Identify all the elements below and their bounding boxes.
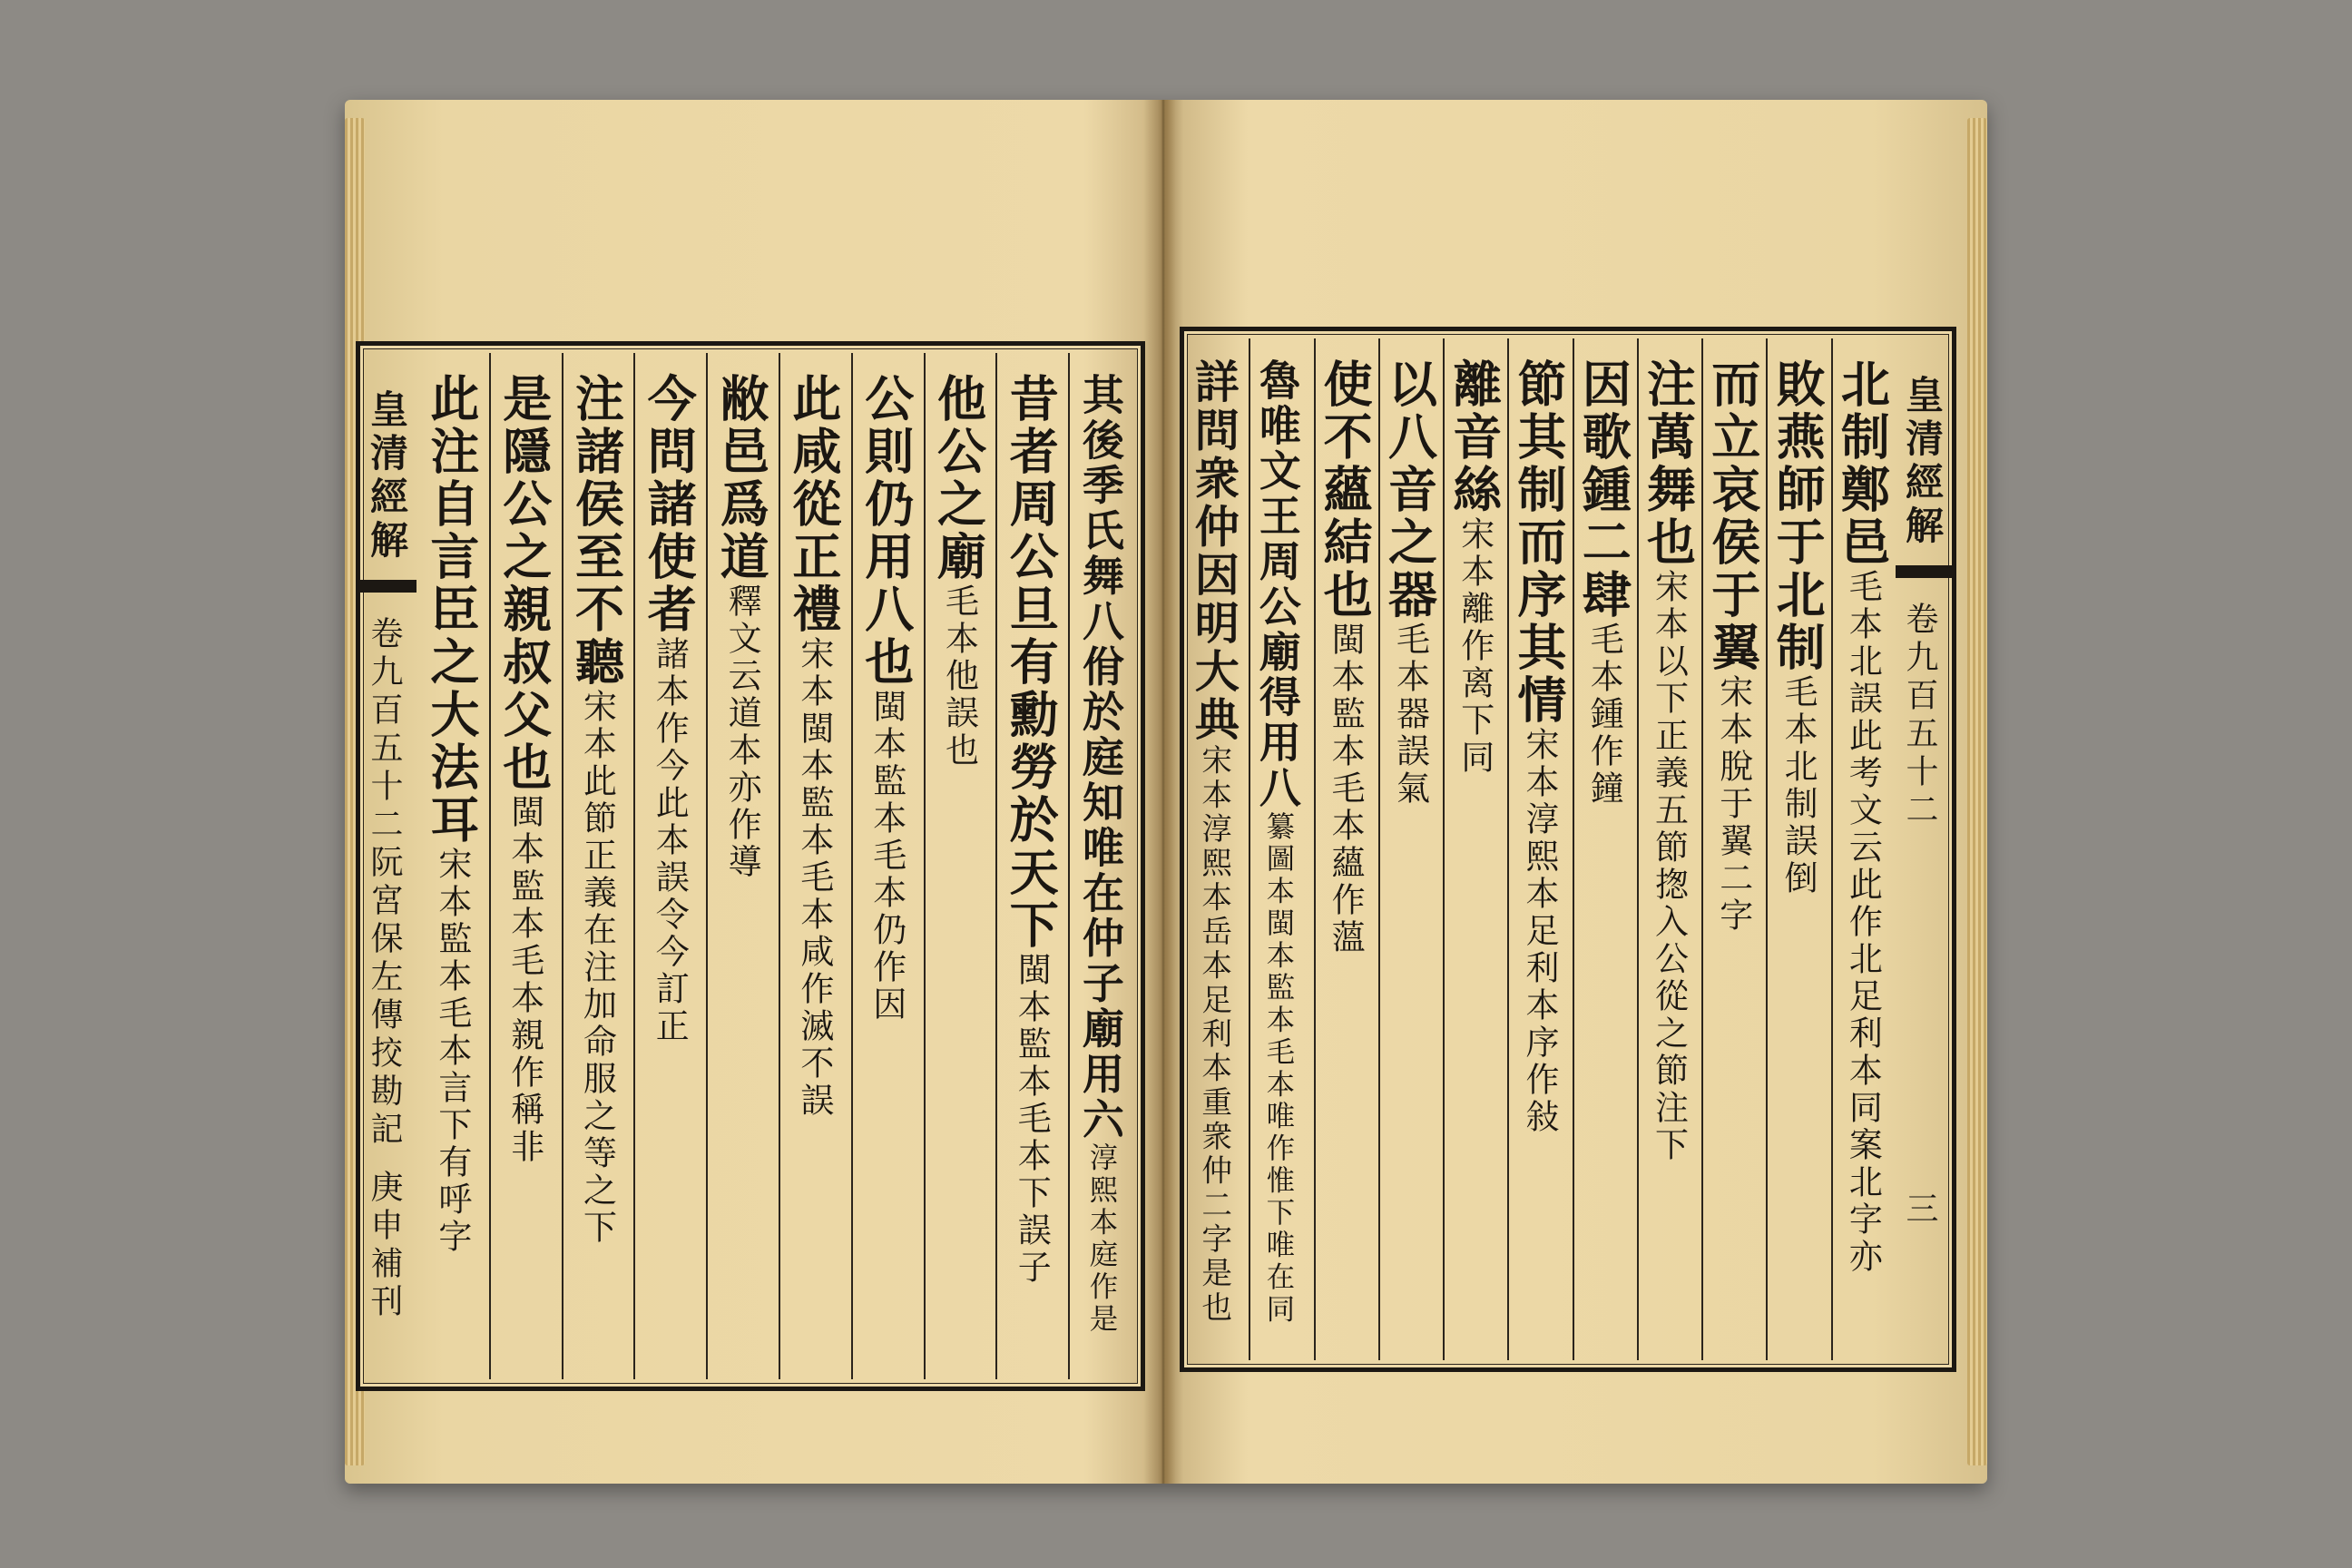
right-banner-title: 皇清經解 [1900, 375, 1945, 549]
right_page-column [1573, 338, 1639, 1360]
column-text [1574, 358, 1633, 808]
main-text: 離音絲 [1445, 358, 1504, 516]
commentary-note: 宋本監本毛本言下有呼字 [432, 847, 472, 1256]
left_page-column [633, 353, 708, 1379]
column-text [1833, 358, 1892, 1276]
right_page-column [1314, 338, 1380, 1360]
column-text [640, 373, 699, 1045]
main-text: 公則仍用八也 [857, 373, 916, 689]
commentary-note: 宋本淳熙本岳本足利本重衆仲二字是也 [1196, 744, 1232, 1326]
commentary-note: 宋本以下正義五節揔入公從之節注下 [1649, 569, 1689, 1164]
right_page-column [1701, 338, 1768, 1360]
commentary-note: 閩本監本毛本親作稱非 [505, 794, 544, 1166]
commentary-note: 閩本監本毛本仍作因 [867, 689, 906, 1024]
column-text [1252, 358, 1302, 1327]
left-page-banner [360, 353, 416, 1379]
commentary-note: 宋本脫于翼二字 [1713, 674, 1753, 935]
main-text: 是隱公之親叔父也 [495, 373, 554, 794]
main-text: 敗燕師于北制 [1769, 358, 1828, 674]
right_page-column [1184, 338, 1250, 1360]
left_page-column [779, 353, 853, 1379]
fishtail-mark [360, 580, 416, 593]
column-text [495, 373, 554, 1166]
column-text [929, 373, 988, 769]
left_page-column [489, 353, 564, 1379]
commentary-note: 纂圖本閩本監本毛本唯作惟下唯在同 [1260, 811, 1294, 1327]
column-text [1445, 358, 1504, 777]
column-text [1509, 358, 1568, 1136]
main-text: 此咸從正禮 [784, 373, 843, 636]
column-text [1187, 358, 1240, 1326]
column-text [857, 373, 916, 1024]
main-text: 注諸侯至不聽 [567, 373, 626, 689]
column-text [1316, 358, 1375, 956]
main-text: 他公之廟 [929, 373, 988, 583]
commentary-note: 毛本他誤也 [939, 583, 979, 769]
commentary-note: 毛本北誤此考文云此作北足利本同案北字亦 [1843, 569, 1883, 1276]
column-text [567, 373, 626, 1247]
right-banner-folio: 三 [1901, 1191, 1938, 1230]
book-gutter [1143, 100, 1183, 1484]
column-text [1075, 373, 1125, 1337]
main-text: 其後季氏舞八佾於庭知唯在仲子廟用六 [1075, 373, 1125, 1143]
right_page-column [1831, 338, 1896, 1360]
main-text: 因歌鍾二肆 [1574, 358, 1633, 622]
right_page-column [1507, 338, 1573, 1360]
right_page-column [1766, 338, 1832, 1360]
open-book [345, 100, 1987, 1484]
main-text: 北制鄭邑 [1833, 358, 1892, 569]
column-text [1380, 358, 1439, 808]
column-text [422, 373, 481, 1256]
commentary-note: 釋文云道本亦作導 [722, 583, 762, 881]
main-text: 昔者周公旦有勳勞於天下 [1002, 373, 1061, 952]
left-banner-title: 皇清經解 [365, 389, 409, 564]
right-page-banner [1896, 338, 1952, 1360]
main-text: 而立哀侯于翼 [1703, 358, 1762, 674]
left_page-column [562, 353, 636, 1379]
right_page-column [1249, 338, 1315, 1360]
main-text: 節其制而序其情 [1509, 358, 1568, 727]
right_page-column [1443, 338, 1509, 1360]
commentary-note: 毛本器誤氣 [1390, 622, 1430, 808]
commentary-note: 毛本北制誤倒 [1779, 674, 1818, 897]
commentary-note: 閩本監本毛本蘊作薀 [1326, 622, 1366, 956]
main-text: 注萬舞也 [1639, 358, 1698, 569]
commentary-note: 諸本作今此本誤令今訂正 [650, 636, 690, 1045]
left-page-frame [356, 341, 1145, 1391]
left_page-column [416, 353, 491, 1379]
right_page-column [1378, 338, 1445, 1360]
left_page-column [1068, 353, 1141, 1379]
main-text: 敝邑爲道 [712, 373, 771, 583]
commentary-note: 宋本此節正義在注加命服之等之下 [577, 689, 617, 1247]
left-banner-volume: 卷九百五十二阮宮保左傳挍勘記 [366, 616, 403, 1150]
commentary-note: 淳熙本庭作是 [1083, 1142, 1117, 1337]
left_page-column [924, 353, 998, 1379]
right-banner-volume: 卷九百五十二 [1901, 602, 1938, 830]
left-banner-note: 庚申補刊 [366, 1170, 403, 1322]
main-text: 詳問衆仲因明大典 [1187, 358, 1240, 745]
left_page-column [851, 353, 926, 1379]
commentary-note: 毛本鍾作鐘 [1584, 622, 1624, 808]
main-text: 今問諸使者 [640, 373, 699, 636]
commentary-note: 宋本離作离下同 [1455, 516, 1494, 777]
main-text: 使不蘊結也 [1316, 358, 1375, 622]
right-page-frame [1180, 327, 1956, 1372]
commentary-note: 閩本監本毛本下誤子 [1012, 952, 1052, 1287]
left_page-column [706, 353, 780, 1379]
main-text: 魯唯文王周公廟得用八 [1252, 358, 1302, 811]
right-page-edge [1967, 118, 1987, 1465]
column-text [784, 373, 843, 1120]
column-text [1639, 358, 1698, 1164]
left_page-column [995, 353, 1070, 1379]
right_page-column [1637, 338, 1703, 1360]
commentary-note: 宋本淳熙本足利本序作敍 [1519, 727, 1559, 1136]
column-text [1002, 373, 1061, 1287]
column-text [712, 373, 771, 881]
fishtail-mark [1896, 565, 1952, 578]
main-text: 以八音之器 [1380, 358, 1439, 622]
main-text: 此注自言臣之大法耳 [422, 373, 481, 847]
column-text [1769, 358, 1828, 897]
column-text [1703, 358, 1762, 935]
commentary-note: 宋本閩本監本毛本咸作滅不誤 [794, 636, 834, 1120]
